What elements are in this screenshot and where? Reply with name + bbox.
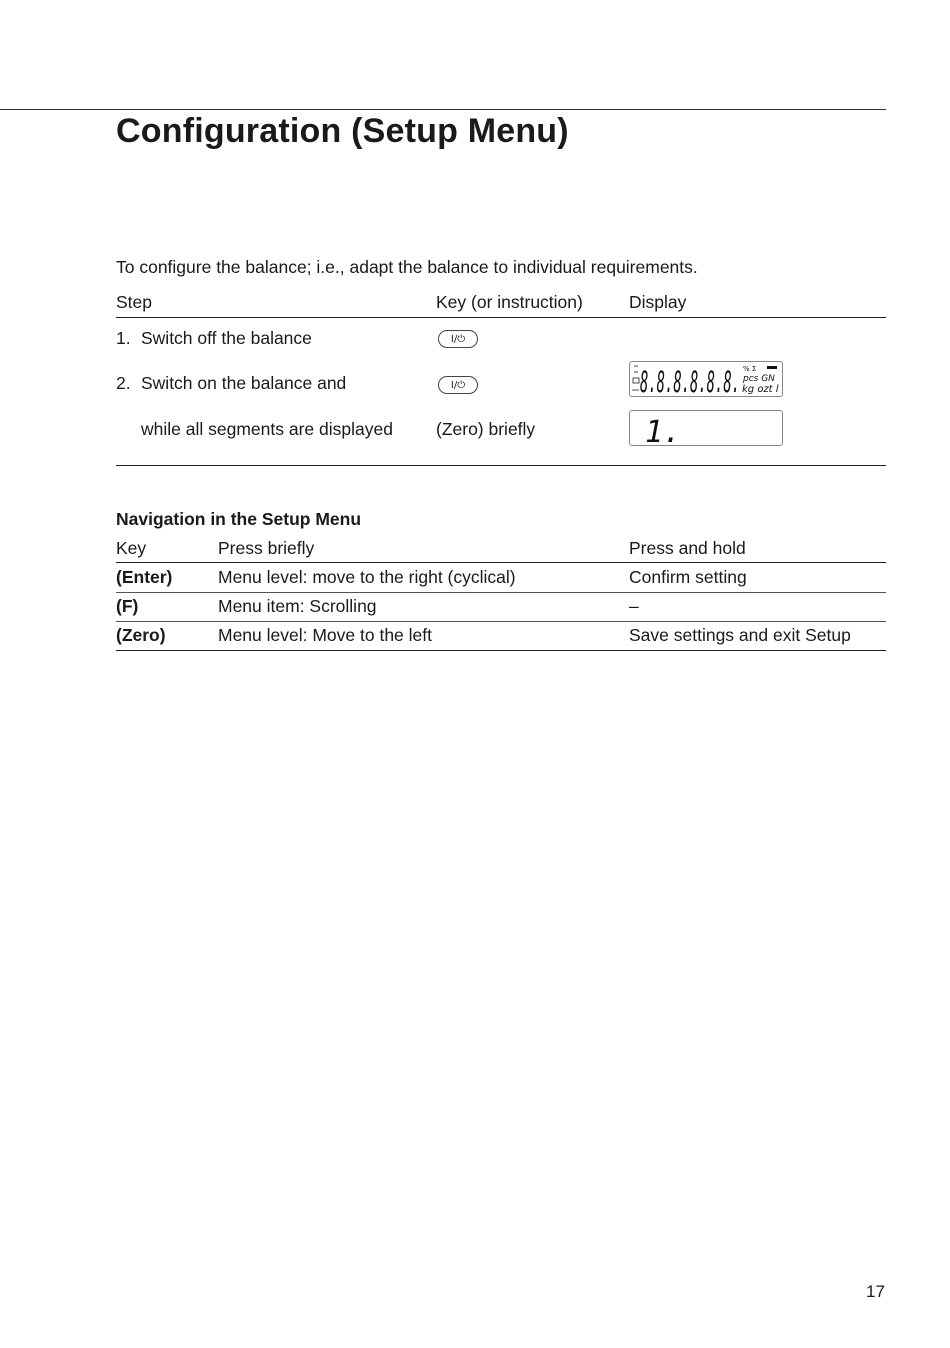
intro-text: To configure the balance; i.e., adapt the balance to individual requirements. bbox=[116, 257, 698, 277]
row-rule bbox=[116, 621, 886, 622]
header-display: Display bbox=[629, 292, 687, 312]
nav-press-briefly: Menu level: move to the right (cyclical) bbox=[218, 567, 516, 587]
lcd-units-mid: pcs GN bbox=[743, 374, 775, 384]
nav-key: (F) bbox=[116, 596, 139, 616]
header-step: Step bbox=[116, 292, 152, 312]
step-text: Switch off the balance bbox=[141, 328, 312, 348]
nav-press-hold: – bbox=[629, 596, 639, 616]
nav-press-hold: Save settings and exit Setup bbox=[629, 625, 851, 645]
row-rule bbox=[116, 592, 886, 593]
lcd-segments-icon bbox=[630, 362, 782, 396]
header-key: Key (or instruction) bbox=[436, 292, 583, 312]
nav-key: (Zero) bbox=[116, 625, 166, 645]
steps-header-rule bbox=[116, 317, 886, 318]
header-press-hold: Press and hold bbox=[629, 538, 746, 558]
lcd-one-display bbox=[629, 410, 783, 446]
lcd-units-top: % Σ bbox=[743, 365, 757, 373]
nav-press-briefly: Menu level: Move to the left bbox=[218, 625, 432, 645]
step-number: 2. bbox=[116, 373, 131, 393]
top-rule bbox=[0, 109, 886, 110]
lcd-all-segments-display bbox=[629, 361, 783, 397]
lcd-one-text: 1. bbox=[645, 415, 682, 445]
header-press-briefly: Press briefly bbox=[218, 538, 315, 558]
nav-key: (Enter) bbox=[116, 567, 173, 587]
steps-bottom-rule bbox=[116, 465, 886, 466]
nav-bottom-rule bbox=[116, 650, 886, 651]
step-number: 1. bbox=[116, 328, 131, 348]
lcd-units-bot: kg ozt l bbox=[742, 384, 779, 395]
step-text: Switch on the balance and bbox=[141, 373, 347, 393]
key-instruction: (Zero) briefly bbox=[436, 419, 536, 439]
nav-header-rule bbox=[116, 562, 886, 563]
page-title: Configuration (Setup Menu) bbox=[116, 112, 569, 150]
lcd-digits: 8.8.8.8.8.8. bbox=[640, 365, 740, 396]
nav-press-hold: Confirm setting bbox=[629, 567, 747, 587]
navigation-heading: Navigation in the Setup Menu bbox=[116, 509, 362, 529]
step-text: while all segments are displayed bbox=[141, 419, 393, 439]
power-key-icon: I/⏻ bbox=[438, 376, 478, 394]
header-key: Key bbox=[116, 538, 147, 558]
page-number: 17 bbox=[866, 1282, 885, 1301]
power-key-icon: I/⏻ bbox=[438, 330, 478, 348]
nav-press-briefly: Menu item: Scrolling bbox=[218, 596, 377, 616]
